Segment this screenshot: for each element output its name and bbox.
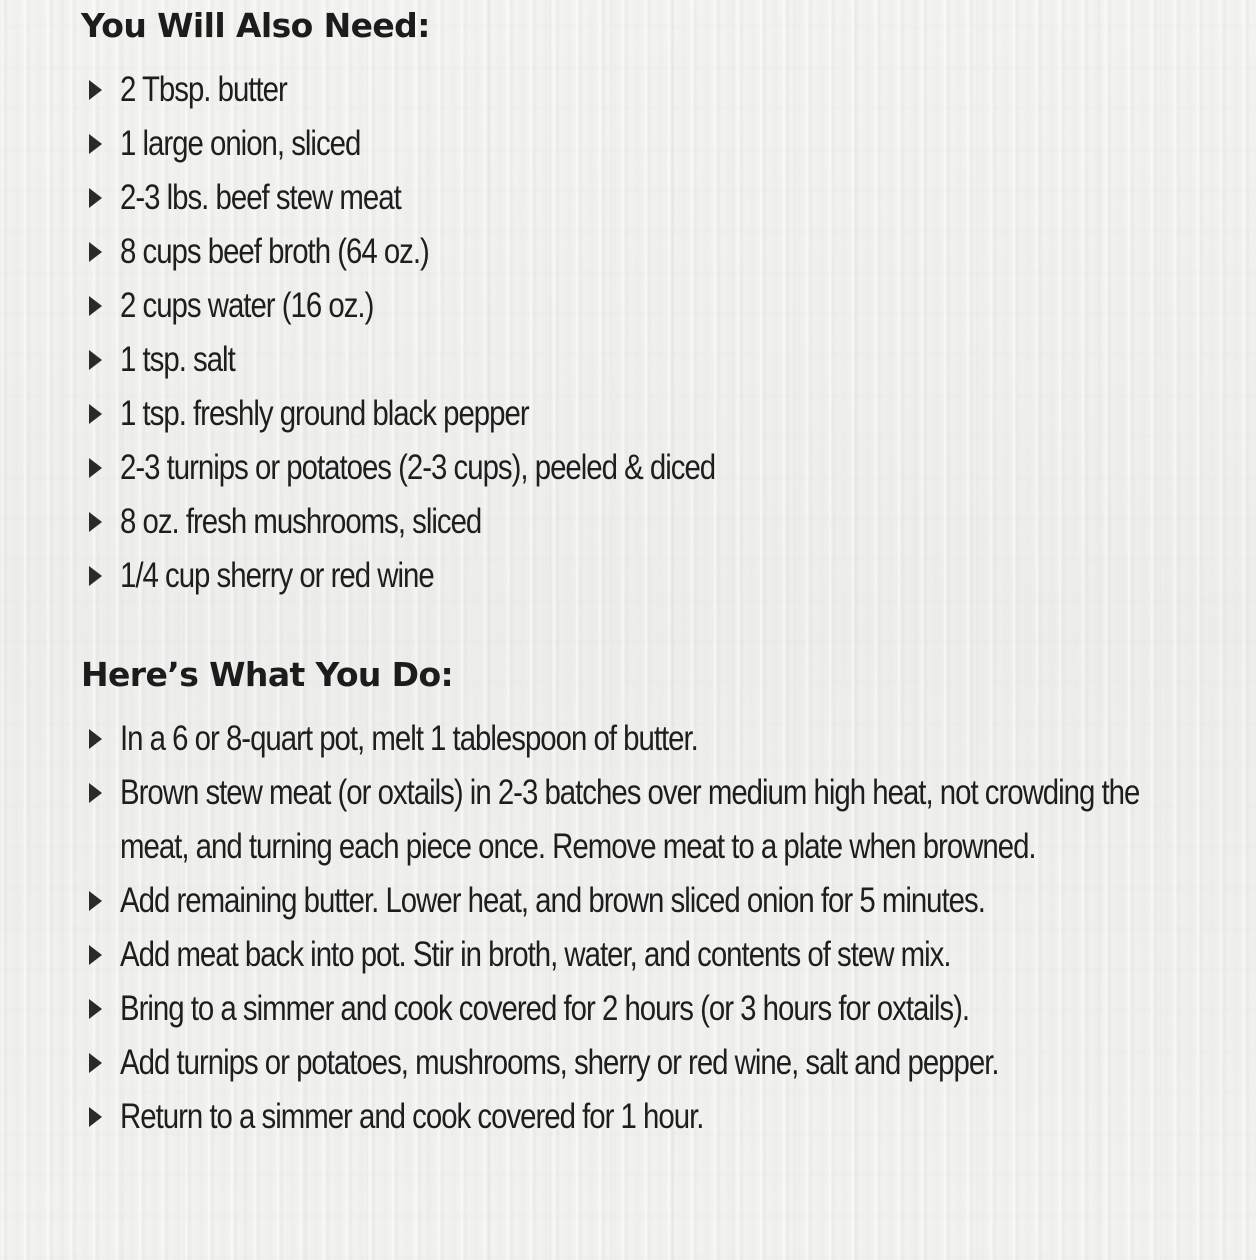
ingredient-text: 1 tsp. salt bbox=[120, 340, 235, 379]
ingredient-item bbox=[0, 387, 1170, 441]
triangle-bullet-icon bbox=[89, 296, 102, 316]
triangle-bullet-icon bbox=[89, 1107, 102, 1127]
step-text: Brown stew meat (or oxtails) in 2-3 batches over medium high heat, not crowding the meat, and turning each piece once. Remove meat to a plate when browned. bbox=[120, 773, 1140, 866]
triangle-bullet-icon bbox=[89, 512, 102, 532]
triangle-bullet-icon bbox=[89, 999, 102, 1019]
triangle-bullet-icon bbox=[89, 188, 102, 208]
ingredient-item bbox=[0, 279, 1170, 333]
step-text: Return to a simmer and cook covered for 1 hour. bbox=[120, 1097, 704, 1136]
triangle-bullet-icon bbox=[89, 729, 102, 749]
triangle-bullet-icon bbox=[89, 1053, 102, 1073]
ingredient-text: 1 large onion, sliced bbox=[120, 124, 361, 163]
ingredient-text: 8 cups beef broth (64 oz.) bbox=[120, 232, 429, 271]
ingredient-item bbox=[0, 117, 1170, 171]
ingredient-text: 1 tsp. freshly ground black pepper bbox=[120, 394, 529, 433]
ingredient-item bbox=[0, 441, 1170, 495]
triangle-bullet-icon bbox=[89, 566, 102, 586]
triangle-bullet-icon bbox=[89, 783, 102, 803]
step-item bbox=[0, 712, 1170, 766]
ingredient-text: 1/4 cup sherry or red wine bbox=[120, 556, 434, 595]
ingredient-item bbox=[0, 495, 1170, 549]
ingredients-list bbox=[0, 63, 1170, 603]
triangle-bullet-icon bbox=[89, 80, 102, 100]
triangle-bullet-icon bbox=[89, 134, 102, 154]
ingredient-text: 2 cups water (16 oz.) bbox=[120, 286, 374, 325]
step-text: Add turnips or potatoes, mushrooms, sherry or red wine, salt and pepper. bbox=[120, 1043, 999, 1082]
ingredient-text: 8 oz. fresh mushrooms, sliced bbox=[120, 502, 482, 541]
ingredient-item bbox=[0, 171, 1170, 225]
triangle-bullet-icon bbox=[89, 350, 102, 370]
ingredients-heading: You Will Also Need: bbox=[81, 6, 430, 45]
ingredient-text: 2 Tbsp. butter bbox=[120, 70, 287, 109]
step-item bbox=[0, 982, 1170, 1036]
ingredient-item bbox=[0, 549, 1170, 603]
ingredient-text: 2-3 lbs. beef stew meat bbox=[120, 178, 401, 217]
step-text: Add remaining butter. Lower heat, and brown sliced onion for 5 minutes. bbox=[120, 881, 985, 920]
triangle-bullet-icon bbox=[89, 945, 102, 965]
steps-list bbox=[0, 712, 1170, 1144]
triangle-bullet-icon bbox=[89, 458, 102, 478]
steps-heading: Here’s What You Do: bbox=[81, 655, 454, 694]
step-text: Bring to a simmer and cook covered for 2 hours (or 3 hours for oxtails). bbox=[120, 989, 970, 1028]
step-item bbox=[0, 1036, 1170, 1090]
step-item bbox=[0, 1090, 1170, 1144]
triangle-bullet-icon bbox=[89, 891, 102, 911]
step-text: Add meat back into pot. Stir in broth, water, and contents of stew mix. bbox=[120, 935, 951, 974]
ingredient-item bbox=[0, 225, 1170, 279]
step-item bbox=[0, 928, 1170, 982]
step-item bbox=[0, 766, 1170, 874]
triangle-bullet-icon bbox=[89, 242, 102, 262]
ingredient-item bbox=[0, 63, 1170, 117]
step-text: In a 6 or 8-quart pot, melt 1 tablespoon of butter. bbox=[120, 719, 698, 758]
ingredient-text: 2-3 turnips or potatoes (2-3 cups), peeled & diced bbox=[120, 448, 716, 487]
step-item bbox=[0, 874, 1170, 928]
triangle-bullet-icon bbox=[89, 404, 102, 424]
ingredient-item bbox=[0, 333, 1170, 387]
